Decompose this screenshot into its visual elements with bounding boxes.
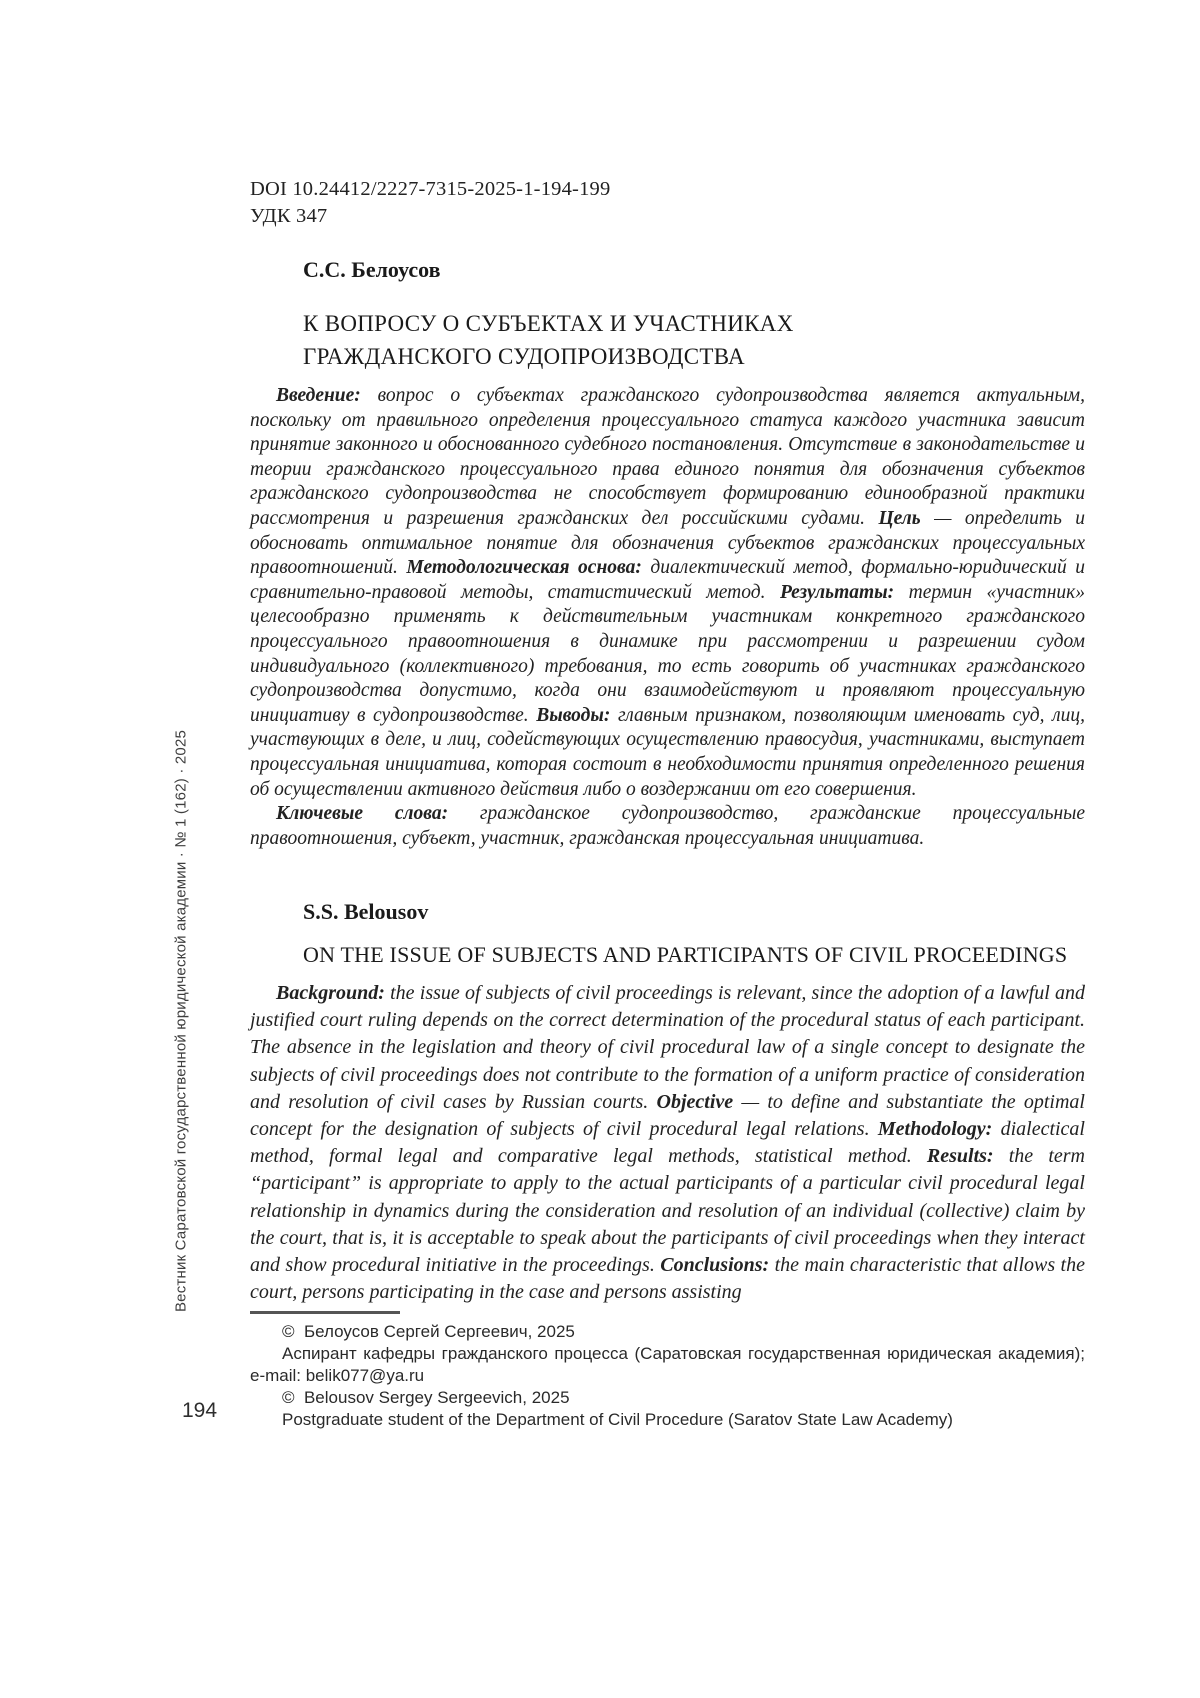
footnote-copyright-ru: © Белоусов Сергей Сергеевич, 2025 bbox=[282, 1322, 575, 1341]
article-title-en: ON THE ISSUE OF SUBJECTS AND PARTICIPANTS OF CIVIL PROCEEDINGS bbox=[303, 942, 1068, 967]
footnote-copyright-en: © Belousov Sergey Sergeevich, 2025 bbox=[282, 1388, 570, 1407]
footnote-affiliation-ru: Аспирант кафедры гражданского процесса (Саратовская государственная юридическая академия); bbox=[282, 1344, 1085, 1363]
footnote-block bbox=[250, 1311, 1085, 1431]
page-number: 194 bbox=[182, 1399, 218, 1422]
journal-sidebar-text: Вестник Саратовской государственной юридической академии · № 1 (162) · 2025 bbox=[172, 729, 190, 1313]
abstract-en-text: Background: the issue of subjects of civil proceedings is relevant, since the adoption of a lawful and justified court ruling depends on the correct determination of the procedural status of each participant. The absence in the legislation and theory of civil procedural law of a single concept to designate the subjects of civil proceedings does not contribute to the formation of a uniform practice of consideration and resolution of civil cases by Russian courts. Objective — to define and substantiate the optimal concept for the designation of subjects of civil procedural legal relations. Methodology: dialectical method, formal legal and comparative legal methods, statistical method. Results: the term “participant” is appropriate to apply to the actual participants of a particular civil procedural legal relationship in dynamics during the consideration and resolution of an individual (collective) claim by the court, that is, it is acceptable to speak about the participants of civil proceedings when they interact and show procedural initiative in the proceedings. Conclusions: the main characteristic that allows the court, persons participating in the case and persons assisting bbox=[250, 982, 1085, 1304]
author-ru: С.С. Белоусов bbox=[303, 257, 441, 282]
article-title-ru-line-1: К ВОПРОСУ О СУБЪЕКТАХ И УЧАСТНИКАХ bbox=[303, 311, 794, 336]
article-title-ru bbox=[303, 307, 794, 373]
abstract-ru bbox=[250, 384, 1085, 851]
footnote-affiliation-en: Postgraduate student of the Department of Civil Procedure (Saratov State Law Academy) bbox=[282, 1410, 953, 1429]
abstract-en bbox=[250, 980, 1085, 1306]
keywords-ru: Ключевые слова: гражданское судопроизводство, гражданские процессуальные правоотношения, субъект, участник, гражданская процессуальная инициатива. bbox=[250, 803, 1085, 849]
footnote-email: e-mail: belik077@ya.ru bbox=[250, 1366, 425, 1385]
udk-line: УДК 347 bbox=[250, 205, 328, 227]
abstract-ru-text: Введение: вопрос о субъектах гражданского судопроизводства является актуальным, поскольку от правильного определения процессуального статуса каждого участника зависит принятие законного и обоснованного судебного постановления. Отсутствие в законодательстве и теории гражданского процессуального права единого понятия для обозначения субъектов гражданского судопроизводства не способствует формированию единообразной практики рассмотрения и разрешения гражданских дел российскими судами. Цель — определить и обосновать оптимальное понятие для обозначения субъектов гражданских процессуальных правоотношений. Методологическая основа: диалектический метод, формально-юридический и сравнительно-правовой методы, статистический метод. Результаты: термин «участник» целесообразно применять к действительным участникам конкретного гражданского процессуального правоотношения в динамике при рассмотрении и разрешении судом индивидуального (коллективного) требования, то есть говорить об участниках гражданского судопроизводства допустимо, когда они взаимодействуют и проявляют процессуальную инициативу в судопроизводстве. Выводы: главным признаком, позволяющим именовать суд, лиц, участвующих в деле, и лиц, содействующих осуществлению правосудия, участниками, выступает процессуальная инициатива, которая состоит в необходимости принятия определенного решения об осуществлении активного действия либо о воздержании от его совершения. bbox=[250, 385, 1086, 800]
doi-line: DOI 10.24412/2227-7315-2025-1-194-199 bbox=[250, 178, 611, 200]
article-title-ru-line-2: ГРАЖДАНСКОГО СУДОПРОИЗВОДСТВА bbox=[303, 344, 745, 369]
footnote-divider bbox=[250, 1311, 400, 1314]
author-en: S.S. Belousov bbox=[303, 899, 429, 924]
doi-udk-block bbox=[250, 176, 610, 230]
